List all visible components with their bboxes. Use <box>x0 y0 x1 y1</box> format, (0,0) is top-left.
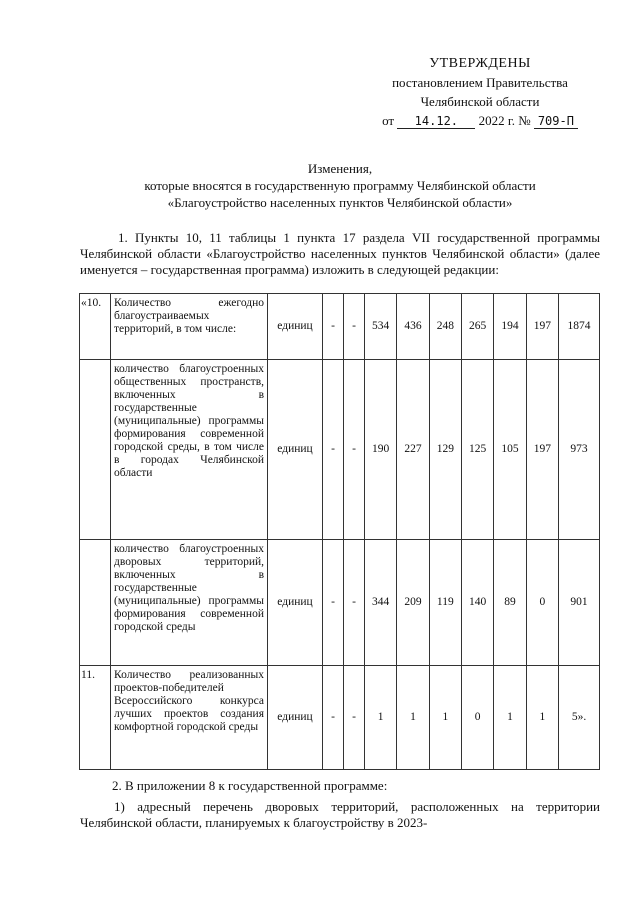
table-row <box>80 294 600 360</box>
table-row <box>80 666 600 770</box>
row-dash-1: - <box>323 294 344 360</box>
row-value: 227 <box>397 360 429 540</box>
row-value: 197 <box>526 294 558 360</box>
row-description: Количество реализованных проектов-победителей Всероссийского конкурса лучших проектов создания комфортной городской среды <box>111 666 268 770</box>
row-value: 1 <box>365 666 397 770</box>
row-value: 534 <box>365 294 397 360</box>
row-number <box>80 360 111 540</box>
approval-block <box>370 54 590 130</box>
table-row <box>80 360 600 540</box>
paragraph-2: 2. В приложении 8 к государственной программе: <box>112 778 388 793</box>
row-value: 248 <box>429 294 461 360</box>
row-value: 1 <box>494 666 526 770</box>
approval-number: 709-П <box>534 114 578 129</box>
row-value: 194 <box>494 294 526 360</box>
row-value: 209 <box>397 540 429 666</box>
row-unit: единиц <box>268 666 323 770</box>
row-description: количество благоустроенных дворовых территорий, включенных в государственные (муниципальные) программы формирования современной городской среды <box>111 540 268 666</box>
approval-date-line <box>370 111 590 130</box>
approval-line-1: постановлением Правительства <box>392 75 568 90</box>
row-dash-2: - <box>344 360 365 540</box>
row-value: 125 <box>461 360 493 540</box>
row-unit: единиц <box>268 294 323 360</box>
row-dash-1: - <box>323 666 344 770</box>
row-value: 140 <box>461 540 493 666</box>
row-dash-1: - <box>323 360 344 540</box>
approval-title: УТВЕРЖДЕНЫ <box>429 56 531 71</box>
row-unit: единиц <box>268 360 323 540</box>
approval-date: 14.12. <box>397 114 475 129</box>
row-total: 973 <box>559 360 600 540</box>
paragraph-1: 1. Пункты 10, 11 таблицы 1 пункта 17 раздела VII государственной программы Челябинской области «Благоустройство населенных пунктов Челябинской области» (далее именуется – государственная программа) изложить в следующей редакции: <box>80 230 600 277</box>
row-value: 1 <box>526 666 558 770</box>
heading-line-1: Изменения, <box>307 161 373 176</box>
row-value: 119 <box>429 540 461 666</box>
row-value: 0 <box>461 666 493 770</box>
row-dash-2: - <box>344 540 365 666</box>
row-number: 11. <box>80 666 111 770</box>
row-value: 344 <box>365 540 397 666</box>
row-total: 5». <box>559 666 600 770</box>
row-value: 105 <box>494 360 526 540</box>
row-unit: единиц <box>268 540 323 666</box>
document-heading <box>60 160 620 211</box>
row-total: 1874 <box>559 294 600 360</box>
approval-year-text: 2022 г. № <box>478 113 531 128</box>
approval-from-prefix: от <box>382 113 395 128</box>
row-dash-2: - <box>344 294 365 360</box>
table-row <box>80 540 600 666</box>
row-value: 0 <box>526 540 558 666</box>
row-value: 190 <box>365 360 397 540</box>
indicators-table <box>79 293 600 770</box>
row-total: 901 <box>559 540 600 666</box>
row-value: 1 <box>429 666 461 770</box>
row-description: Количество ежегодно благоустраиваемых территорий, в том числе: <box>111 294 268 360</box>
row-dash-1: - <box>323 540 344 666</box>
row-number: «10. <box>80 294 111 360</box>
row-description: количество благоустроенных общественных пространств, включенных в государственные (муниципальные) программы формирования современной городской среды, в том числе в городах Челябинской области <box>111 360 268 540</box>
heading-line-3: «Благоустройство населенных пунктов Челябинской области» <box>167 195 513 210</box>
approval-line-2: Челябинской области <box>420 94 540 109</box>
row-value: 1 <box>397 666 429 770</box>
heading-line-2: которые вносятся в государственную программу Челябинской области <box>144 178 536 193</box>
row-dash-2: - <box>344 666 365 770</box>
row-value: 197 <box>526 360 558 540</box>
paragraph-3: 1) адресный перечень дворовых территорий, расположенных на территории Челябинской области, планируемых к благоустройству в 2023- <box>80 799 600 830</box>
row-value: 436 <box>397 294 429 360</box>
row-number <box>80 540 111 666</box>
row-value: 89 <box>494 540 526 666</box>
row-value: 265 <box>461 294 493 360</box>
row-value: 129 <box>429 360 461 540</box>
